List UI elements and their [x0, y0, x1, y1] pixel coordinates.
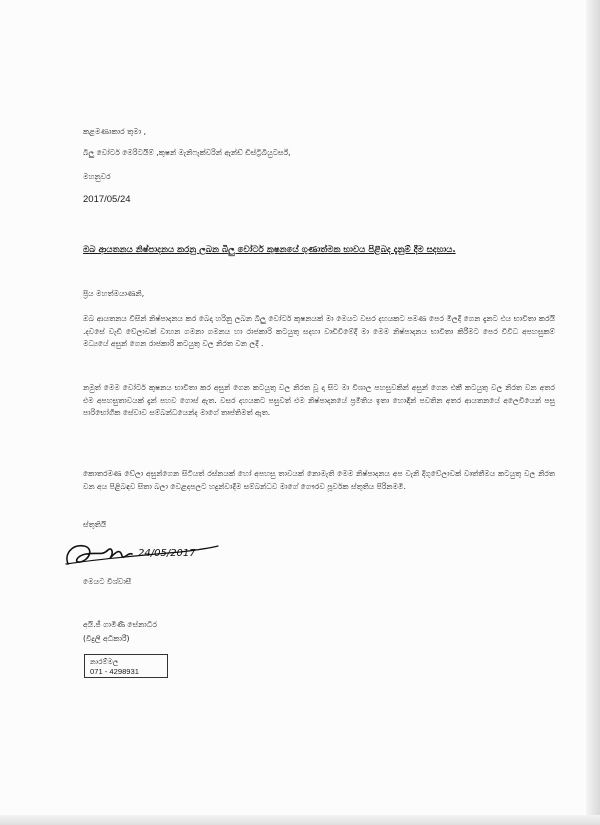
recipient-city: මහනුවර: [83, 172, 111, 181]
contact-stamp: [84, 654, 168, 678]
recipient-salutation: කළමණාකාර තුමා ,: [83, 127, 147, 136]
body-paragraph-3: කොතරමණ වේලා අසුන්ගෙන සිටියත් රස්නයක් හෝ අපහසු තාවයක් නොමැති මෙම නිෂ්පාදනය අප වැනි දිගුවේලාවක් වෘත්තීමය කටයුතු වල නිරත වන අය පිළිබඳව සිතා බලා වෙළදපලට හදුන්වාදීම සම්බන්ධව මාගේ ගෞරව පූර්වක ස්තුතිය පිරිනමමි.: [83, 469, 555, 491]
sender-name: අයි.ජී ගාමිණි සේනාධීර: [83, 620, 157, 629]
stamp-city: නාරම්මල: [90, 657, 119, 666]
signoff: මෙයට විශ්වාසී: [83, 577, 132, 586]
stamp-phone: 071 - 4298931: [90, 667, 139, 676]
recipient-company: බිලු වෝටර් මෙරිටයිම් ,කුෂන් මැනිෆැක්වරින් ඇන්ඩ් ඩිස්ට්‍රිබියුටර්ස්,: [83, 148, 291, 157]
signature-date: 24/05/2017: [138, 548, 196, 559]
page-edge-right: [586, 0, 600, 825]
body-paragraph-2: නමුත් මෙම වෝටර් කුෂනය භාවිතා කර අසුන් ගෙන කටයුතු වල නිරත වූ දා සිට මා විශාල පහසුවකින් අසුන් ගෙන එකී කටයුතු වල නිරත වන අතර එම අපහසුතාවයක් දැන් පහව ගොස් ඇත. වසර දහයකට පසුවත් එම නිෂ්පාදනයේ ප්‍රමිතිය ඉතා හොඳින් පවතින අතර ආයතනයේ අලෙවියෙන් පසු පාරිභෝගික සේවාව සම්බන්ධයෙන්ද මාගේ තෘප්තිමත් ඇත.: [83, 383, 555, 417]
closing-thanks: ස්තුතියි: [83, 520, 107, 529]
handwritten-signature: [62, 534, 222, 574]
page-edge-bottom: [0, 815, 600, 825]
letter-date: 2017/05/24: [83, 194, 131, 205]
sender-title: (විදුලි අධිකාරී): [83, 634, 130, 643]
letter-subject: ඔබ ආයතනය නිෂ්පාදනය කරනු ලබන බිලු වෝටර් කුෂනයේ ගුණාත්මක භාවය පිළිබද දැනුම් දීම සදහාය.: [83, 245, 456, 255]
body-paragraph-1: ඔබ ආයතනය විසින් නිෂ්පාදනය කර බෙදා හරිනු ලබන බිලු වෝටර් කුෂනයක් මා මෙයට වසර දහයකට පමණ පෙර මිලදී ගෙන දැනට එය භාවිතා කරයි .දවසේ වැඩි වේලාවක් වාහන ගමනා ගමනය හා රාජකාරි කටයුතු සදහා වාඩිවීමේදී මා මෙම නිෂ්පාදනය භාවිතා කිරීමට පෙර විවිධ අපහසුකම් මධ්‍යයේ අසුන් ගෙන රාජකාරි කටයුතු වල නිරත වන ලදී .: [83, 314, 555, 348]
greeting: ප්‍රිය මහත්මයාණනි,: [83, 289, 145, 298]
